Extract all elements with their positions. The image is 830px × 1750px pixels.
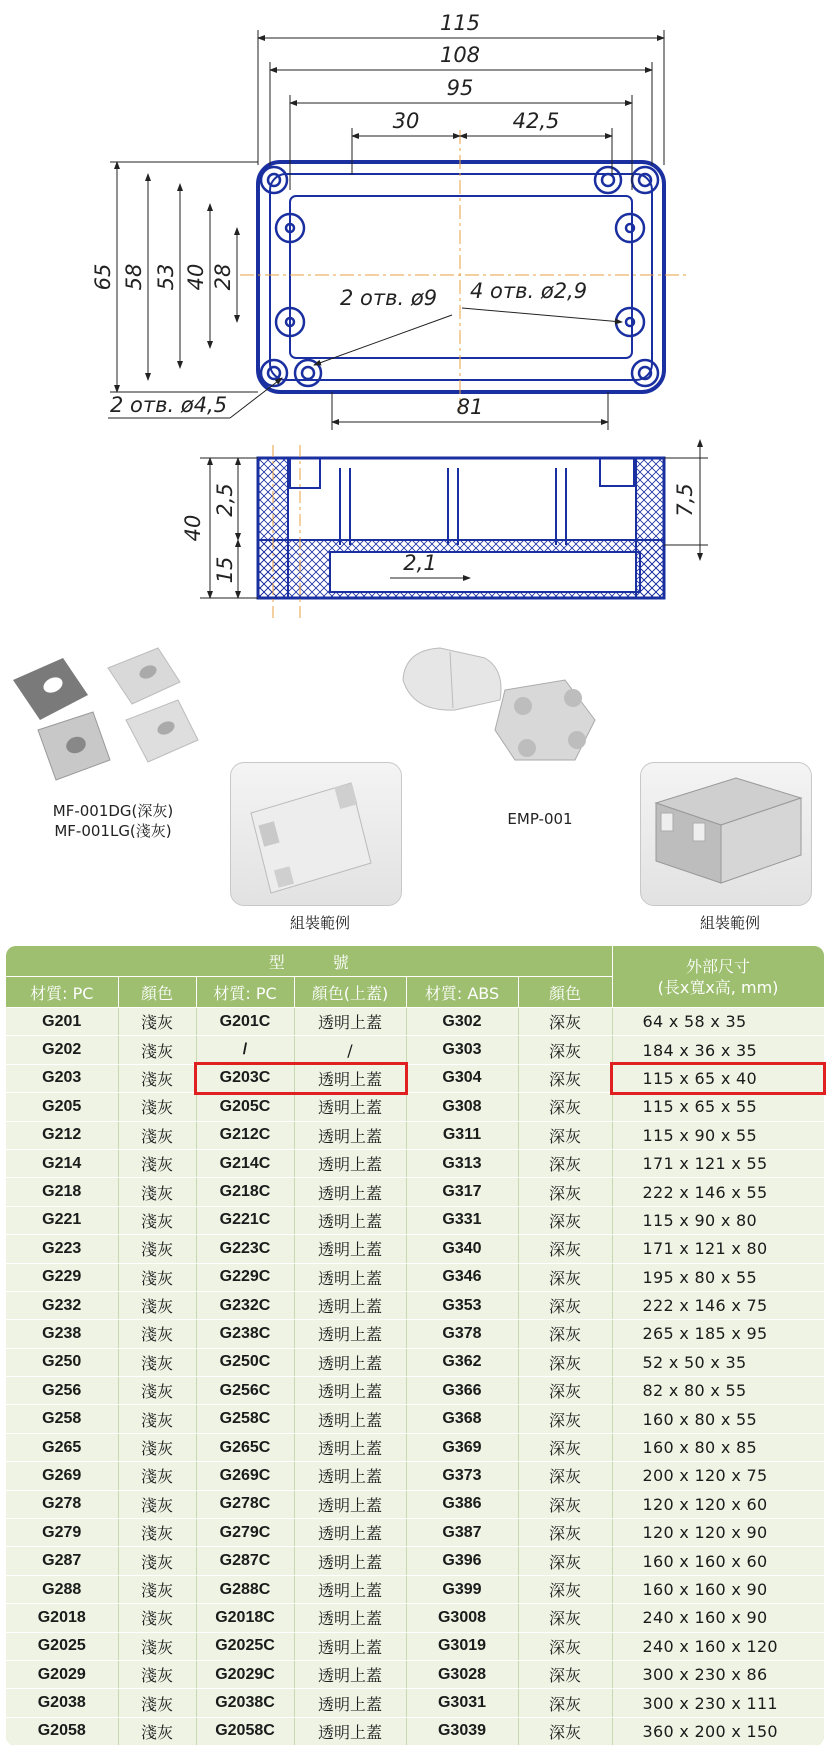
model-abs-cell: G331 — [406, 1206, 518, 1234]
outer-size-cell: 52 x 50 x 35 — [612, 1348, 824, 1376]
table-row — [6, 1348, 824, 1376]
color-pc-cell: 淺灰 — [118, 1433, 196, 1461]
lid-color-cell: 透明上蓋 — [294, 1604, 406, 1632]
color-pc-cell: 淺灰 — [118, 1263, 196, 1291]
table-row — [6, 1206, 824, 1234]
color-abs-cell: 深灰 — [518, 1689, 612, 1717]
table-row — [6, 1632, 824, 1660]
color-abs-cell: 深灰 — [518, 1263, 612, 1291]
model-pc-cell: G2029 — [6, 1660, 118, 1688]
model-pc-clear-cell: G265C — [196, 1433, 294, 1461]
dim-length-115: 115 — [439, 11, 481, 35]
outer-size-cell: 120 x 120 x 60 — [612, 1490, 824, 1518]
outer-size-cell: 265 x 185 x 95 — [612, 1320, 824, 1348]
lid-color-cell: 透明上蓋 — [294, 1235, 406, 1263]
lid-color-cell: 透明上蓋 — [294, 1348, 406, 1376]
color-abs-cell: 深灰 — [518, 1717, 612, 1745]
color-abs-cell: 深灰 — [518, 1149, 612, 1177]
color-pc-cell: 淺灰 — [118, 1377, 196, 1405]
table-row — [6, 1575, 824, 1603]
color-abs-cell: 深灰 — [518, 1632, 612, 1660]
model-pc-clear-cell: G250C — [196, 1348, 294, 1376]
lid-color-cell: 透明上蓋 — [294, 1717, 406, 1745]
model-pc-cell: G229 — [6, 1263, 118, 1291]
color-pc-cell: 淺灰 — [118, 1121, 196, 1149]
table-row — [6, 1036, 824, 1064]
outer-size-cell: 240 x 160 x 120 — [612, 1632, 824, 1660]
lid-color-cell: 透明上蓋 — [294, 1377, 406, 1405]
model-pc-cell: G278 — [6, 1490, 118, 1518]
dim-width-58: 58 — [122, 263, 146, 291]
color-abs-cell: 深灰 — [518, 1519, 612, 1547]
model-pc-cell: G212 — [6, 1121, 118, 1149]
model-pc-clear-cell: G223C — [196, 1235, 294, 1263]
col-material-pc: 材質: PC — [6, 977, 118, 1008]
outer-size-cell: 160 x 160 x 60 — [612, 1547, 824, 1575]
model-abs-cell: G302 — [406, 1008, 518, 1036]
model-group-header: 型 號 — [6, 946, 612, 977]
model-abs-cell: G386 — [406, 1490, 518, 1518]
dim-right-7-5: 7,5 — [673, 483, 697, 517]
color-pc-cell: 淺灰 — [118, 1604, 196, 1632]
model-abs-cell: G303 — [406, 1036, 518, 1064]
model-pc-clear-cell: G2018C — [196, 1604, 294, 1632]
model-pc-clear-cell: / — [196, 1036, 294, 1064]
dim-hole-30: 30 — [392, 109, 420, 133]
model-pc-clear-cell: G221C — [196, 1206, 294, 1234]
model-pc-clear-cell: G212C — [196, 1121, 294, 1149]
lid-color-cell: 透明上蓋 — [294, 1433, 406, 1461]
model-pc-cell: G256 — [6, 1377, 118, 1405]
model-pc-cell: G218 — [6, 1178, 118, 1206]
dim-width-53: 53 — [154, 263, 178, 291]
model-abs-cell: G373 — [406, 1462, 518, 1490]
model-pc-clear-cell: G279C — [196, 1519, 294, 1547]
col-material-pc-2: 材質: PC — [196, 977, 294, 1008]
model-pc-cell: G221 — [6, 1206, 118, 1234]
dim-height-40: 40 — [181, 514, 205, 542]
outer-size-cell: 195 x 80 x 55 — [612, 1263, 824, 1291]
model-pc-cell: G258 — [6, 1405, 118, 1433]
model-abs-cell: G353 — [406, 1291, 518, 1319]
color-pc-cell: 淺灰 — [118, 1490, 196, 1518]
model-abs-cell: G340 — [406, 1235, 518, 1263]
lid-color-cell: 透明上蓋 — [294, 1575, 406, 1603]
model-abs-cell: G313 — [406, 1149, 518, 1177]
model-pc-cell: G269 — [6, 1462, 118, 1490]
lid-color-cell: 透明上蓋 — [294, 1121, 406, 1149]
table-row — [6, 1377, 824, 1405]
lid-color-cell: 透明上蓋 — [294, 1405, 406, 1433]
model-pc-cell: G202 — [6, 1036, 118, 1064]
table-row — [6, 1547, 824, 1575]
model-pc-cell: G205 — [6, 1093, 118, 1121]
color-pc-cell: 淺灰 — [118, 1462, 196, 1490]
color-abs-cell: 深灰 — [518, 1206, 612, 1234]
dim-bottom-81: 81 — [456, 395, 484, 419]
top-view — [240, 130, 690, 410]
model-abs-cell: G317 — [406, 1178, 518, 1206]
color-pc-cell: 淺灰 — [118, 1206, 196, 1234]
table-row — [6, 1462, 824, 1490]
col-lid-color: 顏色(上蓋) — [294, 977, 406, 1008]
mf-001dg-label: MF-001DG(深灰) — [52, 802, 174, 820]
dim-length-95: 95 — [446, 76, 474, 100]
outer-size-cell: 222 x 146 x 75 — [612, 1291, 824, 1319]
col-color: 顏色 — [118, 977, 196, 1008]
color-pc-cell: 淺灰 — [118, 1575, 196, 1603]
lid-color-cell: 透明上蓋 — [294, 1689, 406, 1717]
emp-001-label: EMP-001 — [507, 810, 573, 828]
note-holes-9: 2 отв. ø9 — [340, 286, 438, 310]
outer-size-cell: 171 x 121 x 80 — [612, 1235, 824, 1263]
model-abs-cell: G3019 — [406, 1632, 518, 1660]
model-pc-cell: G2038 — [6, 1689, 118, 1717]
model-abs-cell: G396 — [406, 1547, 518, 1575]
model-abs-cell: G304 — [406, 1064, 518, 1092]
lid-color-cell: 透明上蓋 — [294, 1632, 406, 1660]
model-pc-clear-cell: G278C — [196, 1490, 294, 1518]
outer-size-cell: 171 x 121 x 55 — [612, 1149, 824, 1177]
table-row — [6, 1121, 824, 1149]
lid-color-cell: 透明上蓋 — [294, 1519, 406, 1547]
color-abs-cell: 深灰 — [518, 1604, 612, 1632]
model-pc-cell: G287 — [6, 1547, 118, 1575]
model-pc-clear-cell: G229C — [196, 1263, 294, 1291]
table-row — [6, 1008, 824, 1036]
outer-size-cell: 360 x 200 x 150 — [612, 1717, 824, 1745]
lid-color-cell: / — [294, 1036, 406, 1064]
model-pc-cell: G2018 — [6, 1604, 118, 1632]
side-view — [258, 445, 664, 620]
color-abs-cell: 深灰 — [518, 1291, 612, 1319]
model-abs-cell: G366 — [406, 1377, 518, 1405]
model-pc-clear-cell: G269C — [196, 1462, 294, 1490]
model-pc-cell: G223 — [6, 1235, 118, 1263]
table-row — [6, 1717, 824, 1745]
outer-size-cell: 115 x 65 x 40 — [612, 1064, 824, 1092]
color-abs-cell: 深灰 — [518, 1178, 612, 1206]
color-abs-cell: 深灰 — [518, 1348, 612, 1376]
outer-size-cell: 120 x 120 x 90 — [612, 1519, 824, 1547]
model-pc-clear-cell: G2029C — [196, 1660, 294, 1688]
table-row — [6, 1093, 824, 1121]
color-pc-cell: 淺灰 — [118, 1717, 196, 1745]
model-pc-clear-cell: G214C — [196, 1149, 294, 1177]
model-abs-cell: G3008 — [406, 1604, 518, 1632]
color-pc-cell: 淺灰 — [118, 1178, 196, 1206]
color-pc-cell: 淺灰 — [118, 1547, 196, 1575]
model-pc-clear-cell: G2058C — [196, 1717, 294, 1745]
model-pc-cell: G265 — [6, 1433, 118, 1461]
color-pc-cell: 淺灰 — [118, 1660, 196, 1688]
dim-lip-2-5: 2,5 — [213, 483, 237, 517]
model-pc-cell: G232 — [6, 1291, 118, 1319]
model-abs-cell: G308 — [406, 1093, 518, 1121]
model-pc-cell: G288 — [6, 1575, 118, 1603]
lid-color-cell: 透明上蓋 — [294, 1064, 406, 1092]
col-color-2: 顏色 — [518, 977, 612, 1008]
color-pc-cell: 淺灰 — [118, 1689, 196, 1717]
outer-size-cell: 160 x 80 x 55 — [612, 1405, 824, 1433]
dim-base-15: 15 — [213, 556, 237, 584]
model-abs-cell: G387 — [406, 1519, 518, 1547]
model-pc-cell: G238 — [6, 1320, 118, 1348]
color-pc-cell: 淺灰 — [118, 1519, 196, 1547]
lid-color-cell: 透明上蓋 — [294, 1547, 406, 1575]
lid-color-cell: 透明上蓋 — [294, 1320, 406, 1348]
dim-width-28: 28 — [211, 263, 235, 291]
table-row — [6, 1519, 824, 1547]
model-abs-cell: G311 — [406, 1121, 518, 1149]
model-abs-cell: G3031 — [406, 1689, 518, 1717]
color-pc-cell: 淺灰 — [118, 1348, 196, 1376]
outer-size-cell: 160 x 160 x 90 — [612, 1575, 824, 1603]
size-header-line1: 外部尺寸 — [686, 956, 751, 976]
outer-size-cell: 115 x 90 x 55 — [612, 1121, 824, 1149]
color-abs-cell: 深灰 — [518, 1462, 612, 1490]
table-row — [6, 1064, 824, 1092]
model-pc-clear-cell: G205C — [196, 1093, 294, 1121]
model-pc-cell: G214 — [6, 1149, 118, 1177]
model-pc-clear-cell: G287C — [196, 1547, 294, 1575]
lid-color-cell: 透明上蓋 — [294, 1008, 406, 1036]
mf-001-brackets-photo — [8, 640, 218, 790]
color-pc-cell: 淺灰 — [118, 1405, 196, 1433]
model-pc-clear-cell: G258C — [196, 1405, 294, 1433]
model-pc-clear-cell: G238C — [196, 1320, 294, 1348]
outer-size-cell: 222 x 146 x 55 — [612, 1178, 824, 1206]
model-abs-cell: G3028 — [406, 1660, 518, 1688]
mf-001lg-label: MF-001LG(淺灰) — [54, 822, 172, 840]
model-abs-cell: G3039 — [406, 1717, 518, 1745]
note-holes-4-5: 2 отв. ø4,5 — [110, 393, 228, 417]
table-row — [6, 1689, 824, 1717]
color-abs-cell: 深灰 — [518, 1235, 612, 1263]
lid-color-cell: 透明上蓋 — [294, 1178, 406, 1206]
table-row — [6, 1405, 824, 1433]
color-pc-cell: 淺灰 — [118, 1036, 196, 1064]
model-abs-cell: G346 — [406, 1263, 518, 1291]
model-abs-cell: G369 — [406, 1433, 518, 1461]
lid-color-cell: 透明上蓋 — [294, 1462, 406, 1490]
model-pc-clear-cell: G2025C — [196, 1632, 294, 1660]
dim-width-40: 40 — [184, 263, 208, 291]
model-pc-cell: G250 — [6, 1348, 118, 1376]
model-pc-cell: G2058 — [6, 1717, 118, 1745]
table-row — [6, 1178, 824, 1206]
color-pc-cell: 淺灰 — [118, 1064, 196, 1092]
color-abs-cell: 深灰 — [518, 1547, 612, 1575]
model-abs-cell: G378 — [406, 1320, 518, 1348]
spec-table — [6, 946, 824, 1746]
outer-size-cell: 300 x 230 x 86 — [612, 1660, 824, 1688]
lid-color-cell: 透明上蓋 — [294, 1149, 406, 1177]
color-pc-cell: 淺灰 — [118, 1291, 196, 1319]
outer-size-cell: 240 x 160 x 90 — [612, 1604, 824, 1632]
color-pc-cell: 淺灰 — [118, 1320, 196, 1348]
assembly-example-label-2: 組裝範例 — [699, 914, 760, 932]
color-pc-cell: 淺灰 — [118, 1235, 196, 1263]
color-abs-cell: 深灰 — [518, 1575, 612, 1603]
model-pc-clear-cell: G2038C — [196, 1689, 294, 1717]
lid-color-cell: 透明上蓋 — [294, 1490, 406, 1518]
model-pc-clear-cell: G203C — [196, 1064, 294, 1092]
table-row — [6, 1320, 824, 1348]
model-pc-cell: G203 — [6, 1064, 118, 1092]
lid-color-cell: 透明上蓋 — [294, 1093, 406, 1121]
assembly-example-photo-2 — [640, 762, 812, 906]
color-abs-cell: 深灰 — [518, 1377, 612, 1405]
color-pc-cell: 淺灰 — [118, 1149, 196, 1177]
model-pc-cell: G2025 — [6, 1632, 118, 1660]
color-abs-cell: 深灰 — [518, 1433, 612, 1461]
color-abs-cell: 深灰 — [518, 1320, 612, 1348]
color-abs-cell: 深灰 — [518, 1121, 612, 1149]
lid-color-cell: 透明上蓋 — [294, 1263, 406, 1291]
outer-size-cell: 200 x 120 x 75 — [612, 1462, 824, 1490]
color-abs-cell: 深灰 — [518, 1490, 612, 1518]
outer-size-cell: 300 x 230 x 111 — [612, 1689, 824, 1717]
table-row — [6, 1660, 824, 1688]
model-abs-cell: G362 — [406, 1348, 518, 1376]
dim-wall-2-1: 2,1 — [403, 551, 437, 575]
outer-size-cell: 64 x 58 x 35 — [612, 1008, 824, 1036]
emp-001-hinge-photo — [395, 640, 625, 770]
outer-size-cell: 115 x 90 x 80 — [612, 1206, 824, 1234]
size-header — [612, 946, 824, 1008]
outer-size-cell: 115 x 65 x 55 — [612, 1093, 824, 1121]
model-abs-cell: G399 — [406, 1575, 518, 1603]
table-row — [6, 1149, 824, 1177]
lid-color-cell: 透明上蓋 — [294, 1660, 406, 1688]
table-row — [6, 1604, 824, 1632]
assembly-example-photo-1 — [230, 762, 402, 906]
color-pc-cell: 淺灰 — [118, 1008, 196, 1036]
note-holes-2-9: 4 отв. ø2,9 — [470, 279, 588, 303]
model-pc-clear-cell: G232C — [196, 1291, 294, 1319]
assembly-example-label-1: 組裝範例 — [289, 914, 350, 932]
color-abs-cell: 深灰 — [518, 1064, 612, 1092]
model-pc-clear-cell: G218C — [196, 1178, 294, 1206]
model-pc-cell: G201 — [6, 1008, 118, 1036]
table-row — [6, 1291, 824, 1319]
color-abs-cell: 深灰 — [518, 1036, 612, 1064]
model-pc-clear-cell: G201C — [196, 1008, 294, 1036]
color-abs-cell: 深灰 — [518, 1660, 612, 1688]
outer-size-cell: 160 x 80 x 85 — [612, 1433, 824, 1461]
dim-hole-42-5: 42,5 — [512, 109, 560, 133]
dim-length-108: 108 — [439, 43, 481, 67]
outer-size-cell: 82 x 80 x 55 — [612, 1377, 824, 1405]
model-pc-clear-cell: G288C — [196, 1575, 294, 1603]
table-row — [6, 1433, 824, 1461]
technical-drawing — [0, 0, 830, 635]
outer-size-cell: 184 x 36 x 35 — [612, 1036, 824, 1064]
lid-color-cell: 透明上蓋 — [294, 1206, 406, 1234]
color-abs-cell: 深灰 — [518, 1405, 612, 1433]
color-pc-cell: 淺灰 — [118, 1093, 196, 1121]
model-pc-clear-cell: G256C — [196, 1377, 294, 1405]
col-material-abs: 材質: ABS — [406, 977, 518, 1008]
lid-color-cell: 透明上蓋 — [294, 1291, 406, 1319]
table-row — [6, 1235, 824, 1263]
table-row — [6, 1490, 824, 1518]
model-pc-cell: G279 — [6, 1519, 118, 1547]
color-abs-cell: 深灰 — [518, 1008, 612, 1036]
model-abs-cell: G368 — [406, 1405, 518, 1433]
dim-width-65: 65 — [91, 263, 115, 291]
size-header-line2: (長x寬x高, mm) — [657, 977, 779, 997]
color-abs-cell: 深灰 — [518, 1093, 612, 1121]
table-row — [6, 1263, 824, 1291]
color-pc-cell: 淺灰 — [118, 1632, 196, 1660]
